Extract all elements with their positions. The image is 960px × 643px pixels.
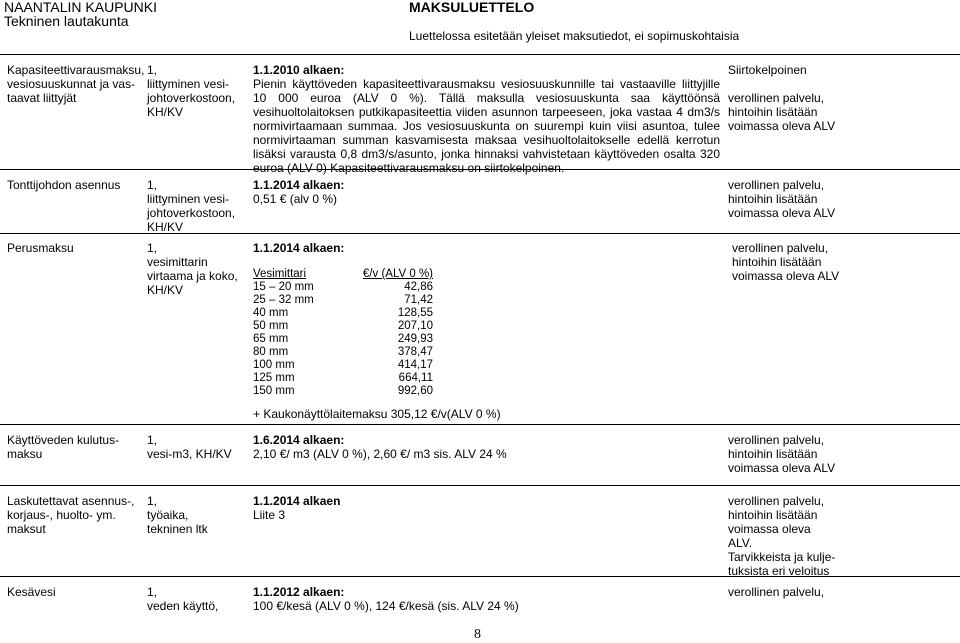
- effective-date: 1.1.2012 alkaen:: [253, 585, 345, 599]
- effective-date: 1.6.2014 alkaen:: [253, 433, 345, 447]
- meter-price-table: [253, 268, 433, 398]
- table-row: 65 mm 249,93: [253, 333, 433, 345]
- organization-header: [4, 0, 157, 28]
- fee-value: 2,10 €/ m3 (ALV 0 %), 2,60 €/ m3 sis. ALV 24 %: [253, 447, 507, 461]
- row-capacity-fee-vat: Siirtokelpoinen verollinen palvelu, hintoihin lisätään voimassa oleva ALV: [728, 63, 836, 133]
- effective-date: 1.1.2014 alkaen: [253, 494, 341, 508]
- row-summer-water-basis: 1, veden käyttö,: [147, 585, 219, 613]
- row-consumption-fee-name: Käyttöveden kulutus- maksu: [7, 433, 120, 461]
- table-row: 25 – 32 mm 71,42: [253, 294, 433, 306]
- remote-reading-fee: + Kaukonäyttölaitemaksu 305,12 €/v(ALV 0 %): [253, 407, 501, 421]
- row-summer-water-vat: verollinen palvelu,: [728, 585, 825, 599]
- row-service-pipe-name: Tonttijohdon asennus: [7, 178, 121, 192]
- divider: [0, 424, 960, 425]
- table-row: 15 – 20 mm 42,86: [253, 281, 433, 293]
- page-number: 8: [474, 627, 481, 642]
- effective-date: 1.1.2014 alkaen:: [253, 241, 345, 255]
- row-billable-work-price: [253, 494, 720, 522]
- fee-value: 0,51 € (alv 0 %): [253, 192, 338, 206]
- row-consumption-fee-basis: 1, vesi-m3, KH/KV: [147, 433, 232, 461]
- row-base-fee-name: Perusmaksu: [7, 241, 74, 255]
- row-base-fee-vat: verollinen palvelu, hintoihin lisätään voimassa oleva ALV: [732, 241, 840, 283]
- row-summer-water-name: Kesävesi: [7, 585, 56, 599]
- divider: [0, 54, 960, 55]
- row-summer-water-price: [253, 585, 720, 613]
- row-capacity-fee-basis: 1, liittyminen vesi- johtoverkostoon, KH/KV: [147, 63, 236, 119]
- effective-date: 1.1.2014 alkaen:: [253, 178, 345, 192]
- row-service-pipe-basis: 1, liittyminen vesi- johtoverkostoon, KH/KV: [147, 178, 236, 234]
- row-service-pipe-price: [253, 178, 720, 206]
- document-subtitle: Luettelossa esitetään yleiset maksutiedot, ei sopimuskohtaisia: [409, 29, 740, 43]
- org-name: NAANTALIN KAUPUNKI: [4, 0, 157, 15]
- table-row: 40 mm 128,55: [253, 307, 433, 319]
- row-billable-work-vat: verollinen palvelu, hintoihin lisätään voimassa oleva ALV. Tarvikkeista ja kulje- tuksista eri veloitus: [728, 494, 836, 578]
- divider: [0, 485, 960, 486]
- table-row: 100 mm 414,17: [253, 359, 433, 371]
- table-row: 125 mm 664,11: [253, 372, 433, 384]
- org-department: Tekninen lautakunta: [4, 13, 129, 29]
- row-billable-work-name: Laskutettavat asennus-, korjaus-, huolto- ym. maksut: [7, 494, 135, 536]
- effective-date: 1.1.2010 alkaen:: [253, 63, 345, 77]
- row-consumption-fee-vat: verollinen palvelu, hintoihin lisätään voimassa oleva ALV: [728, 433, 836, 475]
- row-capacity-fee-price: [253, 63, 720, 175]
- row-base-fee-price: [253, 241, 720, 398]
- row-capacity-fee-name: Kapasiteettivarausmaksu, vesiosuuskunnat ja vas- taavat liittyjät: [7, 63, 145, 105]
- row-consumption-fee-price: [253, 433, 720, 461]
- table-row: 80 mm 378,47: [253, 346, 433, 358]
- document-title: MAKSULUETTELO: [409, 0, 535, 15]
- fee-description: Pienin käyttöveden kapasiteettivarausmaksu vesiosuuskunnille tai vastaaville liittyjille 10 000 euroa (ALV 0 %). Tällä maksulla vesiosuuskunta saa käyttöönsä vesihuoltolaitoksen putkikapasiteettia viiden asunnon tarpeeseen, joka vastaa 4 dm3/s normivirtaamaan summaa. Jos vesiosuuskunta on suurempi kuin viisi asuntoa, tulee normivirtaaman summan kasvamisesta maksaa vesihuoltolaitokselle edellä kerrotun lisäksi varausta 0,8 dm3/s/asunto, jonka hinnaksi vahvistetaan käyttöveden osalta 320 euroa (ALV 0) Kapasiteettivarausmaksu on siirtokelpoinen.: [253, 77, 720, 175]
- table-row: 50 mm 207,10: [253, 320, 433, 332]
- table-row: 150 mm 992,60: [253, 385, 433, 397]
- table-header-row: Vesimittari €/v (ALV 0 %): [253, 268, 433, 280]
- row-service-pipe-vat: verollinen palvelu, hintoihin lisätään voimassa oleva ALV: [728, 178, 836, 220]
- fee-value: 100 €/kesä (ALV 0 %), 124 €/kesä (sis. ALV 24 %): [253, 599, 519, 613]
- row-billable-work-basis: 1, työaika, tekninen ltk: [147, 494, 208, 536]
- divider: [0, 233, 960, 234]
- fee-value: Liite 3: [253, 508, 286, 522]
- row-base-fee-basis: 1, vesimittarin virtaama ja koko, KH/KV: [147, 241, 238, 297]
